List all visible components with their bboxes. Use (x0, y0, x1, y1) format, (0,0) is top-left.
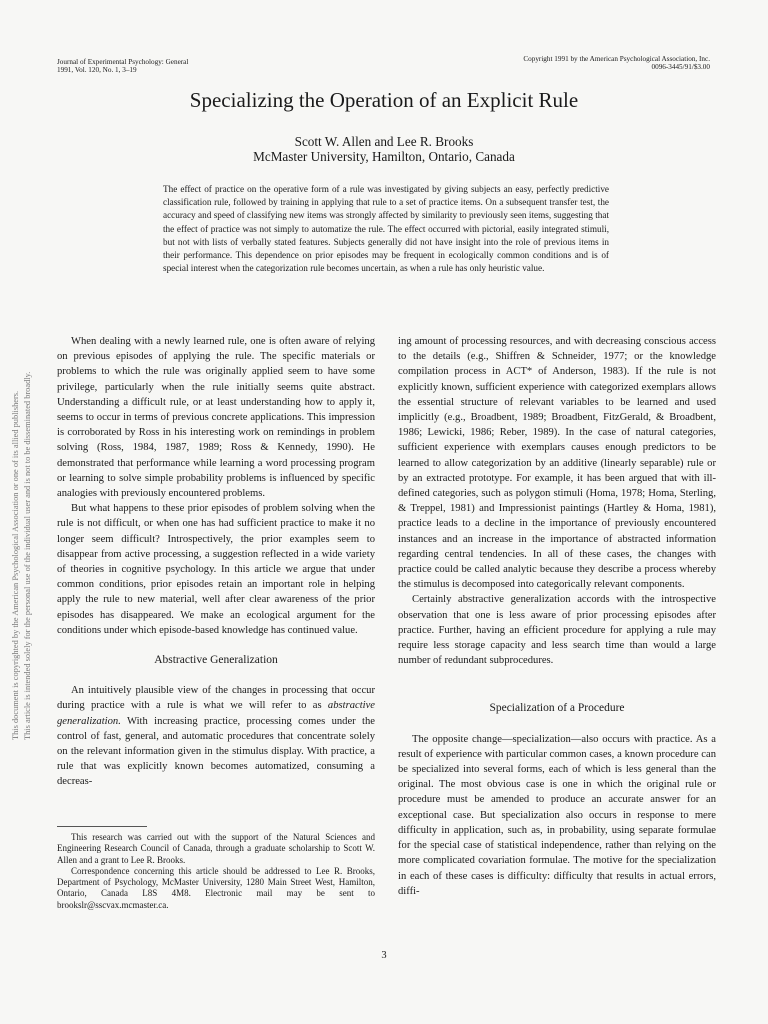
watermark-line-2: This article is intended solely for the personal use of the individual user and is not to be disseminated broadly. (23, 371, 32, 740)
left-column (57, 334, 375, 790)
right-column (398, 334, 716, 899)
journal-name: Journal of Experimental Psychology: General (57, 58, 189, 66)
emphasis-term: abstractive generalization. (57, 700, 375, 727)
copyright-line: Copyright 1991 by the American Psychological Association, Inc. (523, 55, 710, 63)
author-block (0, 134, 768, 164)
abstractive-paragraph: An intuitively plausible view of the changes in processing that occur during practice with a rule is what we will refer to as abstractive generalization. With increasing practice, processing comes under the control of fast, general, and automatic procedures that concentrate solely on the relevant information given in the stimulus display. With practice, a rule that was explicitly known becomes automatized, consuming a decreas- (57, 685, 375, 788)
journal-volume: 1991, Vol. 120, No. 1, 3–19 (57, 66, 137, 74)
watermark-line-1: This document is copyrighted by the American Psychological Association or one of its allied publishers. (11, 390, 20, 740)
footnote-funding: This research was carried out with the support of the Natural Sciences and Engineering Research Council of Canada, through a graduate scholarship to Scott W. Allen and a grant to Lee R. Brooks. (57, 832, 375, 865)
footnote-correspondence: Correspondence concerning this article should be addressed to Lee R. Brooks, Department of Psychology, McMaster University, 1280 Main Street West, Hamilton, Ontario, Canada L8S 4M8. Electronic mail may be sent to brookslr@sscvax.mcmaster.ca. (57, 865, 375, 910)
issn-code: 0096-3445/91/$3.00 (651, 63, 710, 71)
intro-paragraph-2: But what happens to these prior episodes of problem solving when the rule is not difficult, or when one has had sufficient practice to make it no longer seem difficult? Introspectively, the prior examples seem to disappear from active processing, a suggestion reflected in a wide variety of theories in cognitive psychology. In this article we argue that under common conditions, prior episodes retain an important role in helping apply the rule to new material, well after clear awareness of the prior episodes has disappeared. We make an ecological argument for the conditions under which episode-based knowledge has continued value. (57, 503, 375, 636)
section-heading-abstractive: Abstractive Generalization (154, 654, 278, 667)
copyright-header (523, 55, 710, 71)
journal-header (57, 58, 188, 74)
introspection-paragraph: Certainly abstractive generalization accords with the introspective observation that one is less aware of prior processing episodes after practice. Further, having an efficient procedure for applying a rule may require less storage capacity and less search time than would a large number of redundant subprocedures. (398, 594, 716, 667)
article-title: Specializing the Operation of an Explicit Rule (189, 88, 579, 112)
abstract: The effect of practice on the operative form of a rule was investigated by giving subjects an easy, perfectly predictive classification rule, followed by training in applying that rule to a set of practice items. On a subsequent transfer test, the accuracy and speed of classifying new items was strongly affected by similarity to previously seen items, suggesting that the effect of practice was not simply to automatize the rule. The effect occurred with pictorial, easily integrated stimuli, but not with lists of verbally stated features. Subjects generally did not have insight into the role of previous items in their performance. This dependence on prior episodes may be frequent in ecologically common conditions and is of special interest when the categorization rule becomes uncertain, as when a rule has only heuristic value. (163, 184, 609, 274)
specialization-paragraph: The opposite change—specialization—also occurs with practice. As a result of experience with particular common cases, a known procedure can be specialized into several forms, each of which is less general than the original. The most obvious case is one in which the original rule or procedure must be amended to produce an accurate answer for an exceptional case. But specialization also occurs in response to mere difficulty in application, such as, in probability, using separate formulae for the special case of statistical independence, rather than relying on the more complicated covariation formulae. The motive for the specialization in each of these cases is difficulty: difficulty that results in actual errors, diffi- (398, 733, 716, 897)
copyright-watermark (10, 240, 34, 740)
footnote-divider (57, 826, 147, 827)
page-number: 3 (381, 950, 387, 961)
continued-paragraph: ing amount of processing resources, and with decreasing conscious access to the details (e.g., Shiffren & Schneider, 1977; or the knowledge compilation process in ACT* of Anderson, 1983). If the rule is not explicitly known, sufficient experience with categorized exemplars allows the essential structure of relevant variables to be learned and used implicitly (e.g., Broadbent, 1989; Broadbent, FitzGerald, & Broadbent, 1986; Lewicki, 1986; Reber, 1989). In the case of natural categories, sufficient experience with exemplars causes enough predictors to be learned to allow categorization by an additive (linearly separable) rule or by an extracted prototype. For example, it has been argued that with ill-defined categories, such as polygon stimuli (Homa, 1978; Homa, Sterling, & Treppel, 1981) and Impressionist paintings (Hartley & Homa, 1981), practice leads to a decline in the importance of previously encountered instances and an increase in the importance of abstracted information regarding central tendencies. In all of these cases, the changes with practice could be called analytic because they describe a process whereby the stimulus is decomposed into categorically relevant components. (398, 336, 716, 591)
author-names: Scott W. Allen and Lee R. Brooks (294, 134, 474, 149)
section-heading-specialization: Specialization of a Procedure (489, 702, 625, 715)
intro-paragraph-1: When dealing with a newly learned rule, one is often aware of relying on previous episodes of applying the rule. The specific materials or problems to which the rule was originally applied seem to have some privilege, particularly when the rule initially seems quite abstract. Understanding a difficult rule, or at least understanding how to apply it, seems to occur in terms of previous concrete applications. This impression is corroborated by Ross in his interesting work on remindings in problem solving (Ross, 1984, 1987, 1989; Ross & Kennedy, 1990). He demonstrated that performance while learning a word processing program or learning to solve simple probability problems is influenced by specific analogies with previously encountered problems. (57, 336, 375, 500)
author-affiliation: McMaster University, Hamilton, Ontario, Canada (253, 149, 515, 164)
footnote (57, 832, 375, 911)
